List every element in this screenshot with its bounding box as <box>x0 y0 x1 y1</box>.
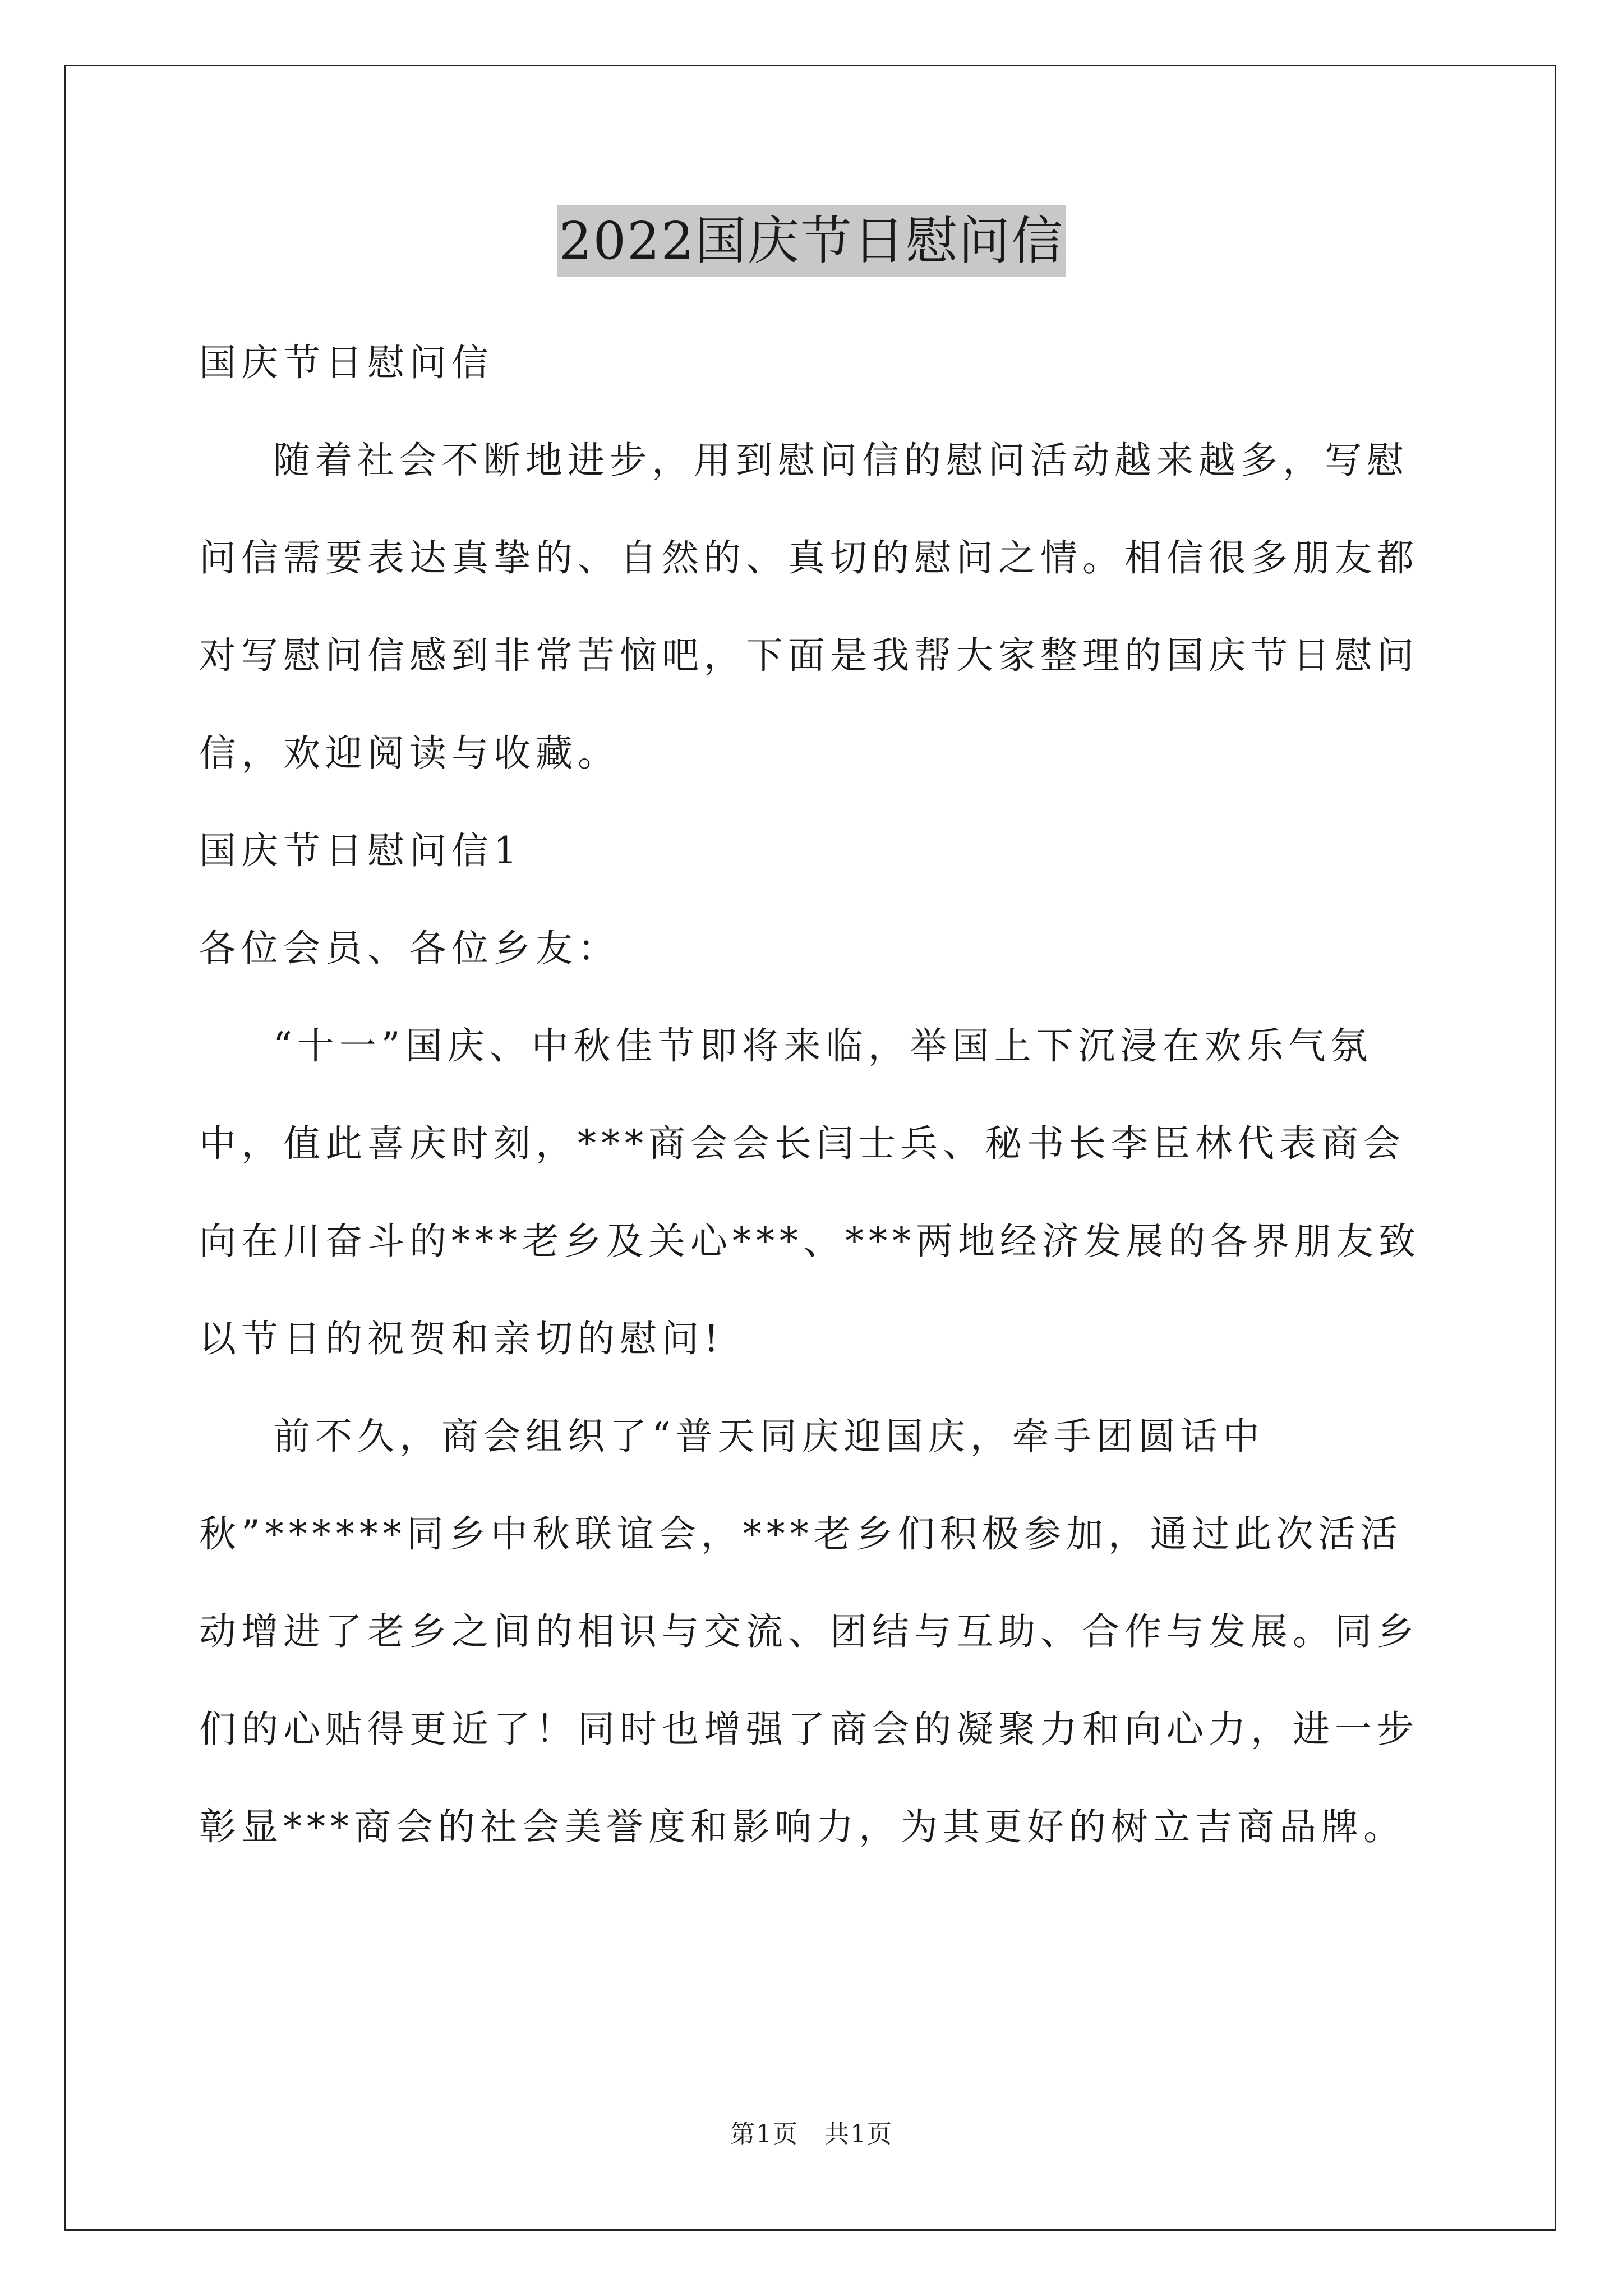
paragraph-heading: 国庆节日慰问信 <box>199 341 494 384</box>
paragraph-event: 前不久，商会组织了“普天同庆迎国庆，牵手团圆话中秋”******同乡中秋联谊会，***老乡们积极参加，通过此次活活动增进了老乡之间的相识与交流、团结与互助、合作与发展。同乡们的心贴得更近了！同时也增强了商会的凝聚力和向心力，进一步彰显***商会的社会美誉度和影响力，为其更好的树立吉商品牌。 <box>199 1415 1419 1848</box>
document-body <box>199 314 1433 1876</box>
paragraph-salutation: 各位会员、各位乡友： <box>199 927 620 970</box>
title-container <box>0 205 1623 277</box>
paragraph-intro: 随着社会不断地进步，用到慰问信的慰问活动越来越多，写慰问信需要表达真挚的、自然的、真切的慰问之情。相信很多朋友都对写慰问信感到非常苦恼吧，下面是我帮大家整理的国庆节日慰问信，欢迎阅读与收藏。 <box>199 439 1419 775</box>
paragraph-greeting: “十一”国庆、中秋佳节即将来临，举国上下沉浸在欢乐气氛中，值此喜庆时刻，***商会会长闫士兵、秘书长李臣林代表商会向在川奋斗的***老乡及关心***、***两地经济发展的各界朋友致以节日的祝贺和亲切的慰问! <box>199 1024 1421 1360</box>
paragraph-section-heading: 国庆节日慰问信1 <box>199 829 522 872</box>
document-title: 2022国庆节日慰问信 <box>557 205 1066 277</box>
page-footer: 第1页 共1页 <box>730 2120 893 2148</box>
